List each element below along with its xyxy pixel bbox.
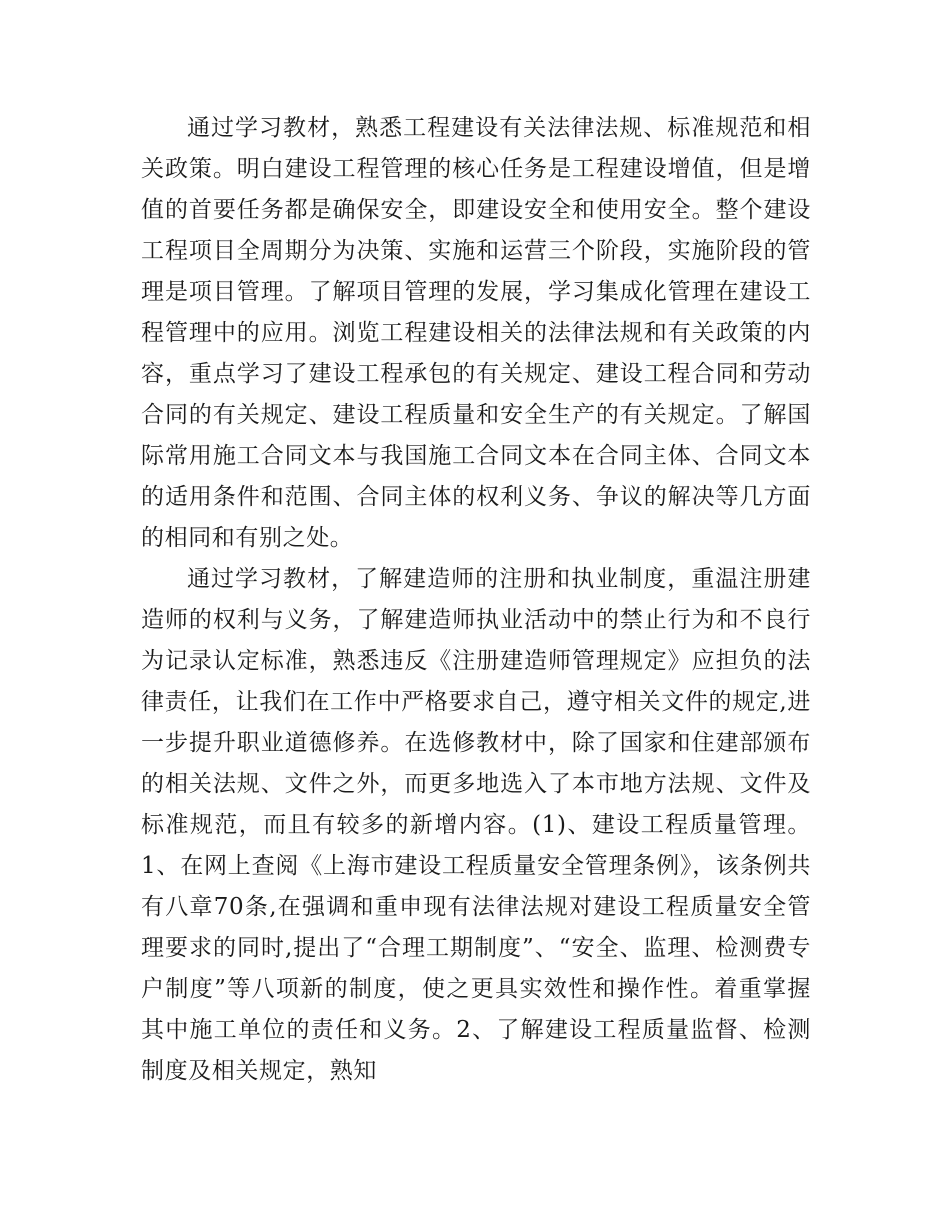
paragraph-2: 通过学习教材，了解建造师的注册和执业制度，重温注册建造师的权利与义务，了解建造师执业活动中的禁止行为和不良行为记录认定标准，熟悉违反《注册建造师管理规定》应担负的法律责任，让我们在工作中严格要求自己，遵守相关文件的规定,进一步提升职业道德修养。在选修教材中，除了国家和住建部颁布的相关法规、文件之外，而更多地选入了本市地方法规、文件及标准规范，而且有较多的新增内容。(1)、建设工程质量管理。1、在网上查阅《上海市建设工程质量安全管理条例》，该条例共有八章70条,在强调和重申现有法律法规对建设工程质量安全管理要求的同时,提出了“合理工期制度”、“安全、监理、检测费专户制度”等八项新的制度，使之更具实效性和操作性。着重掌握其中施工单位的责任和义务。2、了解建设工程质量监督、检测制度及相关规定，熟知 [141, 566, 811, 1084]
document-body [141, 108, 811, 1092]
paragraph-1: 通过学习教材，熟悉工程建设有关法律法规、标准规范和相关政策。明白建设工程管理的核心任务是工程建设增值，但是增值的首要任务都是确保安全，即建设安全和使用安全。整个建设工程项目全周期分为决策、实施和运营三个阶段，实施阶段的管理是项目管理。了解项目管理的发展，学习集成化管理在建设工程管理中的应用。浏览工程建设相关的法律法规和有关政策的内容，重点学习了建设工程承包的有关规定、建设工程合同和劳动合同的有关规定、建设工程质量和安全生产的有关规定。了解国际常用施工合同文本与我国施工合同文本在合同主体、合同文本的适用条件和范围、合同主体的权利义务、争议的解决等几方面的相同和有别之处。 [141, 115, 811, 551]
